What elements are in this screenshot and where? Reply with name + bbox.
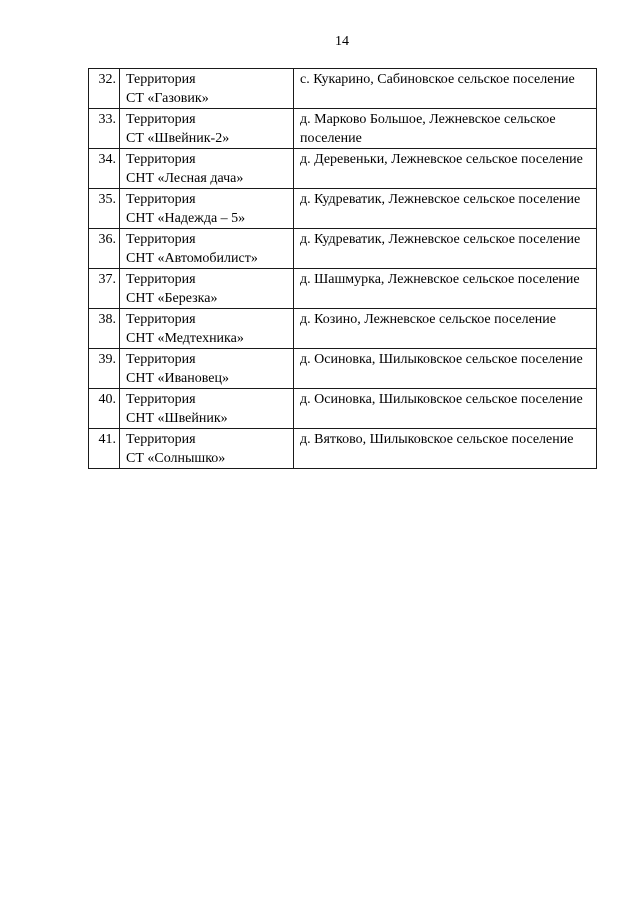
territory-line2: СНТ «Березка» — [126, 291, 218, 306]
territory-line1: Территория — [126, 352, 196, 367]
territory-cell — [120, 229, 294, 269]
row-number-cell: 35. — [89, 189, 120, 229]
location-cell: д. Кудреватик, Лежневское сельское поселение — [294, 189, 597, 229]
table-row — [89, 389, 597, 429]
location-cell: с. Кукарино, Сабиновское сельское поселение — [294, 69, 597, 109]
table-row — [89, 149, 597, 189]
territory-line1: Территория — [126, 312, 196, 327]
table-row — [89, 429, 597, 469]
territory-line2: СТ «Швейник-2» — [126, 131, 230, 146]
territories-table — [88, 68, 597, 469]
row-number-cell: 38. — [89, 309, 120, 349]
page-number: 14 — [335, 34, 349, 49]
row-number-cell: 33. — [89, 109, 120, 149]
location-cell: д. Осиновка, Шилыковское сельское поселение — [294, 349, 597, 389]
territory-cell — [120, 189, 294, 229]
location-cell: д. Деревеньки, Лежневское сельское поселение — [294, 149, 597, 189]
territory-line2: СНТ «Лесная дача» — [126, 171, 244, 186]
territory-cell — [120, 389, 294, 429]
row-number-cell: 39. — [89, 349, 120, 389]
location-cell: д. Козино, Лежневское сельское поселение — [294, 309, 597, 349]
territory-line2: СТ «Солнышко» — [126, 451, 226, 466]
territory-cell — [120, 429, 294, 469]
territory-line1: Территория — [126, 432, 196, 447]
territory-line1: Территория — [126, 112, 196, 127]
territory-line1: Территория — [126, 192, 196, 207]
territory-line1: Территория — [126, 72, 196, 87]
territory-line1: Территория — [126, 272, 196, 287]
table-row — [89, 69, 597, 109]
territory-line2: СНТ «Ивановец» — [126, 371, 229, 386]
table-row — [89, 189, 597, 229]
table-row — [89, 309, 597, 349]
table-row — [89, 229, 597, 269]
territory-cell — [120, 149, 294, 189]
territory-line1: Территория — [126, 232, 196, 247]
table-row — [89, 109, 597, 149]
territory-line1: Территория — [126, 152, 196, 167]
location-cell: д. Кудреватик, Лежневское сельское поселение — [294, 229, 597, 269]
territory-cell — [120, 109, 294, 149]
territory-line1: Территория — [126, 392, 196, 407]
territory-cell — [120, 349, 294, 389]
table-row — [89, 349, 597, 389]
territory-line2: СТ «Газовик» — [126, 91, 209, 106]
location-cell: д. Шашмурка, Лежневское сельское поселение — [294, 269, 597, 309]
territory-cell — [120, 309, 294, 349]
row-number-cell: 40. — [89, 389, 120, 429]
territory-line2: СНТ «Надежда – 5» — [126, 211, 246, 226]
row-number-cell: 34. — [89, 149, 120, 189]
location-cell: д. Осиновка, Шилыковское сельское поселение — [294, 389, 597, 429]
table-row — [89, 269, 597, 309]
territory-line2: СНТ «Автомобилист» — [126, 251, 258, 266]
row-number-cell: 32. — [89, 69, 120, 109]
row-number-cell: 37. — [89, 269, 120, 309]
row-number-cell: 36. — [89, 229, 120, 269]
row-number-cell: 41. — [89, 429, 120, 469]
territory-line2: СНТ «Швейник» — [126, 411, 228, 426]
location-cell: д. Вятково, Шилыковское сельское поселение — [294, 429, 597, 469]
territory-cell — [120, 69, 294, 109]
location-cell: д. Марково Большое, Лежневское сельское поселение — [294, 109, 597, 149]
territory-cell — [120, 269, 294, 309]
territory-line2: СНТ «Медтехника» — [126, 331, 244, 346]
